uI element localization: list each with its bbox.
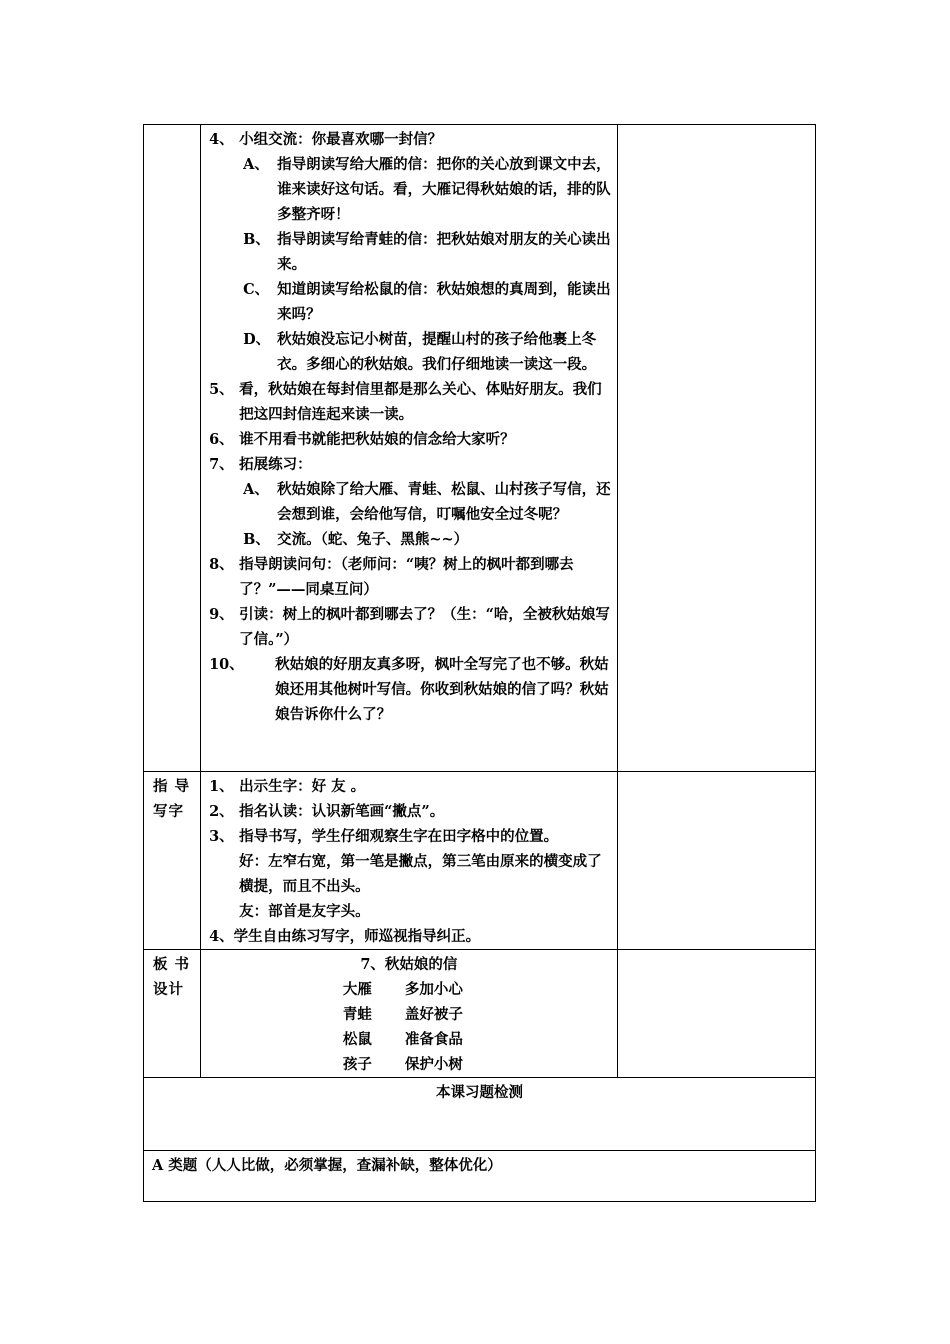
- writing-content-cell: [201, 772, 618, 950]
- item-text: 秋姑娘没忘记小树苗，提醒山村的孩子给他裹上冬衣。多细心的秋姑娘。我们仔细地读一读这一段。: [277, 331, 597, 373]
- item-text: 看，秋姑娘在每封信里都是那么关心、体贴好朋友。我们把这四封信连起来读一读。: [239, 381, 602, 423]
- board-line: [201, 1027, 617, 1052]
- item-text: 知道朗读写给松鼠的信：秋姑娘想的真周到，能读出来吗？: [277, 281, 611, 323]
- item-text: 小组交流：你最喜欢哪一封信？: [239, 131, 443, 148]
- lesson-plan-page: [143, 124, 816, 1202]
- step-text: 指名认读：认识新笔画“撇点”。: [239, 803, 445, 820]
- item-number: C、: [243, 281, 270, 298]
- teaching-item: [209, 377, 611, 427]
- step-text: 指导书写，学生仔细观察生字在田字格中的位置。: [239, 828, 559, 845]
- teaching-row: [144, 125, 816, 772]
- test-title-row: [144, 1078, 816, 1151]
- teaching-item: [209, 427, 611, 452]
- item-text: 指导朗读写给大雁的信：把你的关心放到课文中去，谁来读好这句话。看，大雁记得秋姑娘的话，排的队多整齐呀！: [277, 156, 611, 223]
- teaching-sub-item: [243, 277, 611, 327]
- item-text: 交流。（蛇、兔子、黑熊~~）: [277, 531, 469, 548]
- item-number: B、: [243, 531, 270, 548]
- item-number: A、: [243, 156, 269, 173]
- teaching-item: [209, 652, 611, 727]
- board-phrase: 多加小心: [404, 981, 463, 998]
- step-number: 3、: [209, 828, 234, 845]
- board-phrase: 盖好被子: [404, 1006, 463, 1023]
- board-line: [201, 1052, 617, 1077]
- teaching-sub-item: [243, 152, 611, 227]
- item-text: 拓展练习：: [239, 456, 312, 473]
- item-number: 5、: [209, 381, 234, 398]
- board-keyword: 松鼠: [342, 1031, 372, 1048]
- teaching-item: [209, 552, 611, 602]
- board-keyword: 青蛙: [342, 1006, 372, 1023]
- item-text: 谁不用看书就能把秋姑娘的信念给大家听？: [239, 431, 515, 448]
- step-number: 2、: [209, 803, 234, 820]
- test-a-row: [144, 1151, 816, 1202]
- board-keyword: 孩子: [342, 1056, 372, 1073]
- item-number: 6、: [209, 431, 234, 448]
- writing-step: [209, 824, 611, 849]
- item-number: B、: [243, 231, 270, 248]
- teaching-sub-item: [243, 527, 611, 552]
- board-phrase: 准备食品: [404, 1031, 463, 1048]
- item-number: A、: [243, 481, 269, 498]
- board-line: [201, 977, 617, 1002]
- board-keyword: 大雁: [342, 981, 372, 998]
- item-text: 秋姑娘除了给大雁、青蛙、松鼠、山村孩子写信，还会想到谁，会给他写信，叮嘱他安全过冬呢？: [277, 481, 611, 523]
- item-number: D、: [243, 331, 271, 348]
- teaching-item: [209, 452, 611, 477]
- test-a-type: A 类题（人人比做，必须掌握，查漏补缺，整体优化）: [144, 1151, 816, 1202]
- teaching-notes-cell: [617, 125, 815, 772]
- board-line: [201, 1002, 617, 1027]
- teaching-item: [209, 127, 611, 152]
- item-number: 9、: [209, 606, 234, 623]
- lesson-plan-table: [143, 124, 816, 1202]
- board-row: [144, 950, 816, 1078]
- teaching-label-cell: [144, 125, 201, 772]
- writing-last-step: 4、学生自由练习写字，师巡视指导纠正。: [209, 928, 481, 945]
- writing-step: [209, 799, 611, 824]
- writing-row: [144, 772, 816, 950]
- board-notes-cell: [617, 950, 815, 1078]
- board-title: 7、秋姑娘的信: [360, 956, 458, 973]
- teaching-item: [209, 602, 611, 652]
- writing-notes-cell: [617, 772, 815, 950]
- teaching-sub-item: [243, 477, 611, 527]
- item-text: 指导朗读问句：（老师问：“咦？树上的枫叶都到哪去了？”——同桌互问）: [239, 556, 574, 598]
- writing-note: 好：左窄右宽，第一笔是撇点，第三笔由原来的横变成了横提，而且不出头。: [239, 853, 602, 895]
- item-number: 8、: [209, 556, 234, 573]
- teaching-sub-item: [243, 327, 611, 377]
- test-title: 本课习题检测: [144, 1078, 816, 1151]
- item-number: 7、: [209, 456, 234, 473]
- item-number: 4、: [209, 131, 234, 148]
- item-number: 10、: [209, 656, 244, 673]
- teaching-content-cell: [201, 125, 618, 772]
- writing-label: 指 导 写字: [144, 772, 201, 950]
- writing-note: 友：部首是友字头。: [239, 903, 370, 920]
- item-text: 指导朗读写给青蛙的信：把秋姑娘对朋友的关心读出来。: [277, 231, 611, 273]
- writing-step: [209, 774, 611, 799]
- teaching-sub-item: [243, 227, 611, 277]
- board-phrase: 保护小树: [404, 1056, 463, 1073]
- step-text: 出示生字：好 友 。: [239, 778, 366, 795]
- board-label: 板 书 设计: [144, 950, 201, 1078]
- board-content-cell: [201, 950, 618, 1078]
- item-text: 引读：树上的枫叶都到哪去了？（生：“哈，全被秋姑娘写了信。”）: [239, 606, 610, 648]
- step-number: 1、: [209, 778, 234, 795]
- item-text: 秋姑娘的好朋友真多呀，枫叶全写完了也不够。秋姑娘还用其他树叶写信。你收到秋姑娘的信了吗？秋姑娘告诉你什么了？: [275, 656, 609, 723]
